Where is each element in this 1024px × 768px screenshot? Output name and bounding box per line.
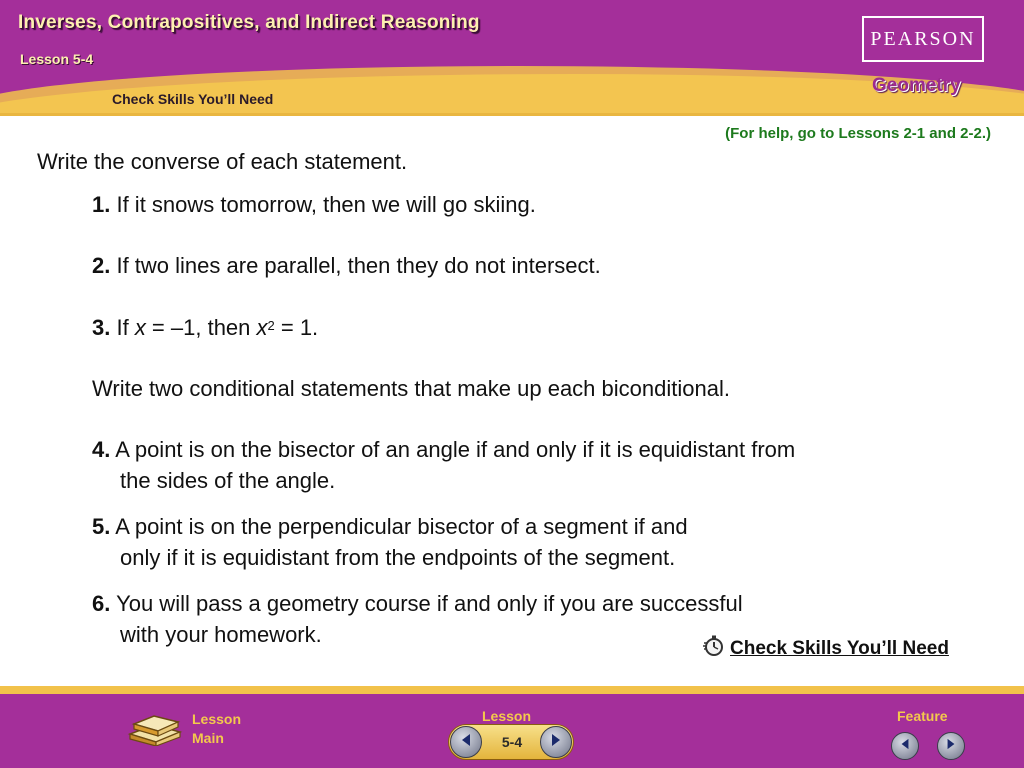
question-text-continued: the sides of the angle. [120, 468, 336, 493]
footer-gold-band [0, 686, 1024, 694]
question-number: 1. [92, 192, 111, 217]
question-5 [92, 511, 688, 573]
lesson-prev-button[interactable] [450, 726, 482, 758]
check-skills-link[interactable] [702, 634, 949, 663]
question-text: A point is on the perpendicular bisector of a segment if and [110, 514, 688, 539]
instruction-biconditional: Write two conditional statements that make up each biconditional. [92, 376, 730, 401]
question-text-post: = 1. [274, 315, 319, 340]
check-skills-link-label[interactable]: Check Skills You’ll Need [730, 637, 949, 659]
question-number: 2. [92, 253, 111, 278]
question-text-continued: with your homework. [120, 622, 322, 647]
question-text: A point is on the bisector of an angle if and only if it is equidistant from [110, 437, 796, 462]
variable-x: x [256, 315, 268, 340]
question-text: You will pass a geometry course if and only if you are successful [110, 591, 743, 616]
lesson-main-button[interactable] [126, 706, 241, 751]
question-text: If two lines are parallel, then they do not intersect. [110, 253, 601, 278]
section-title: Check Skills You’ll Need [112, 91, 274, 107]
question-4 [92, 434, 795, 496]
question-text-pre: If [110, 315, 135, 340]
question-text: If it snows tomorrow, then we will go skiing. [110, 192, 536, 217]
question-2 [92, 250, 601, 281]
books-icon [126, 706, 184, 751]
lesson-number: Lesson 5-4 [20, 51, 94, 67]
question-number: 3. [92, 315, 111, 340]
question-number: 6. [92, 591, 111, 616]
footer-nav-bar [0, 686, 1024, 768]
arrow-right-icon [549, 733, 563, 752]
lesson-nav-label: Lesson [482, 708, 532, 724]
feature-next-button[interactable] [937, 732, 965, 760]
question-text-mid: = –1, then [145, 315, 257, 340]
lesson-main-label-line1: Lesson [192, 710, 242, 727]
lesson-next-button[interactable] [540, 726, 572, 758]
question-number: 5. [92, 514, 111, 539]
feature-nav-label: Feature [897, 708, 948, 724]
variable-x: x [134, 315, 146, 340]
lesson-main-label[interactable] [192, 710, 241, 748]
question-6 [92, 588, 743, 650]
pearson-logo-text: PEARSON [870, 27, 976, 50]
lesson-code: 5-4 [501, 734, 523, 750]
stopwatch-icon [702, 634, 726, 663]
instruction-converse: Write the converse of each statement. [37, 149, 408, 174]
question-3 [92, 312, 318, 343]
lesson-title: Inverses, Contrapositives, and Indirect Reasoning [18, 12, 480, 33]
exponent: 2 [267, 318, 275, 333]
header-banner [0, 0, 1024, 116]
header-rule [0, 113, 1024, 116]
arrow-left-icon [459, 733, 473, 752]
question-text-continued: only if it is equidistant from the endpoints of the segment. [120, 545, 676, 570]
course-title: Geometry [872, 75, 961, 96]
help-note: (For help, go to Lessons 2-1 and 2-2.) [725, 125, 991, 142]
pearson-logo [862, 16, 984, 62]
question-1 [92, 189, 536, 220]
arrow-right-icon [945, 737, 957, 755]
lesson-main-label-line2: Main [192, 729, 224, 746]
arrow-left-icon [899, 737, 911, 755]
question-number: 4. [92, 437, 111, 462]
feature-prev-button[interactable] [891, 732, 919, 760]
